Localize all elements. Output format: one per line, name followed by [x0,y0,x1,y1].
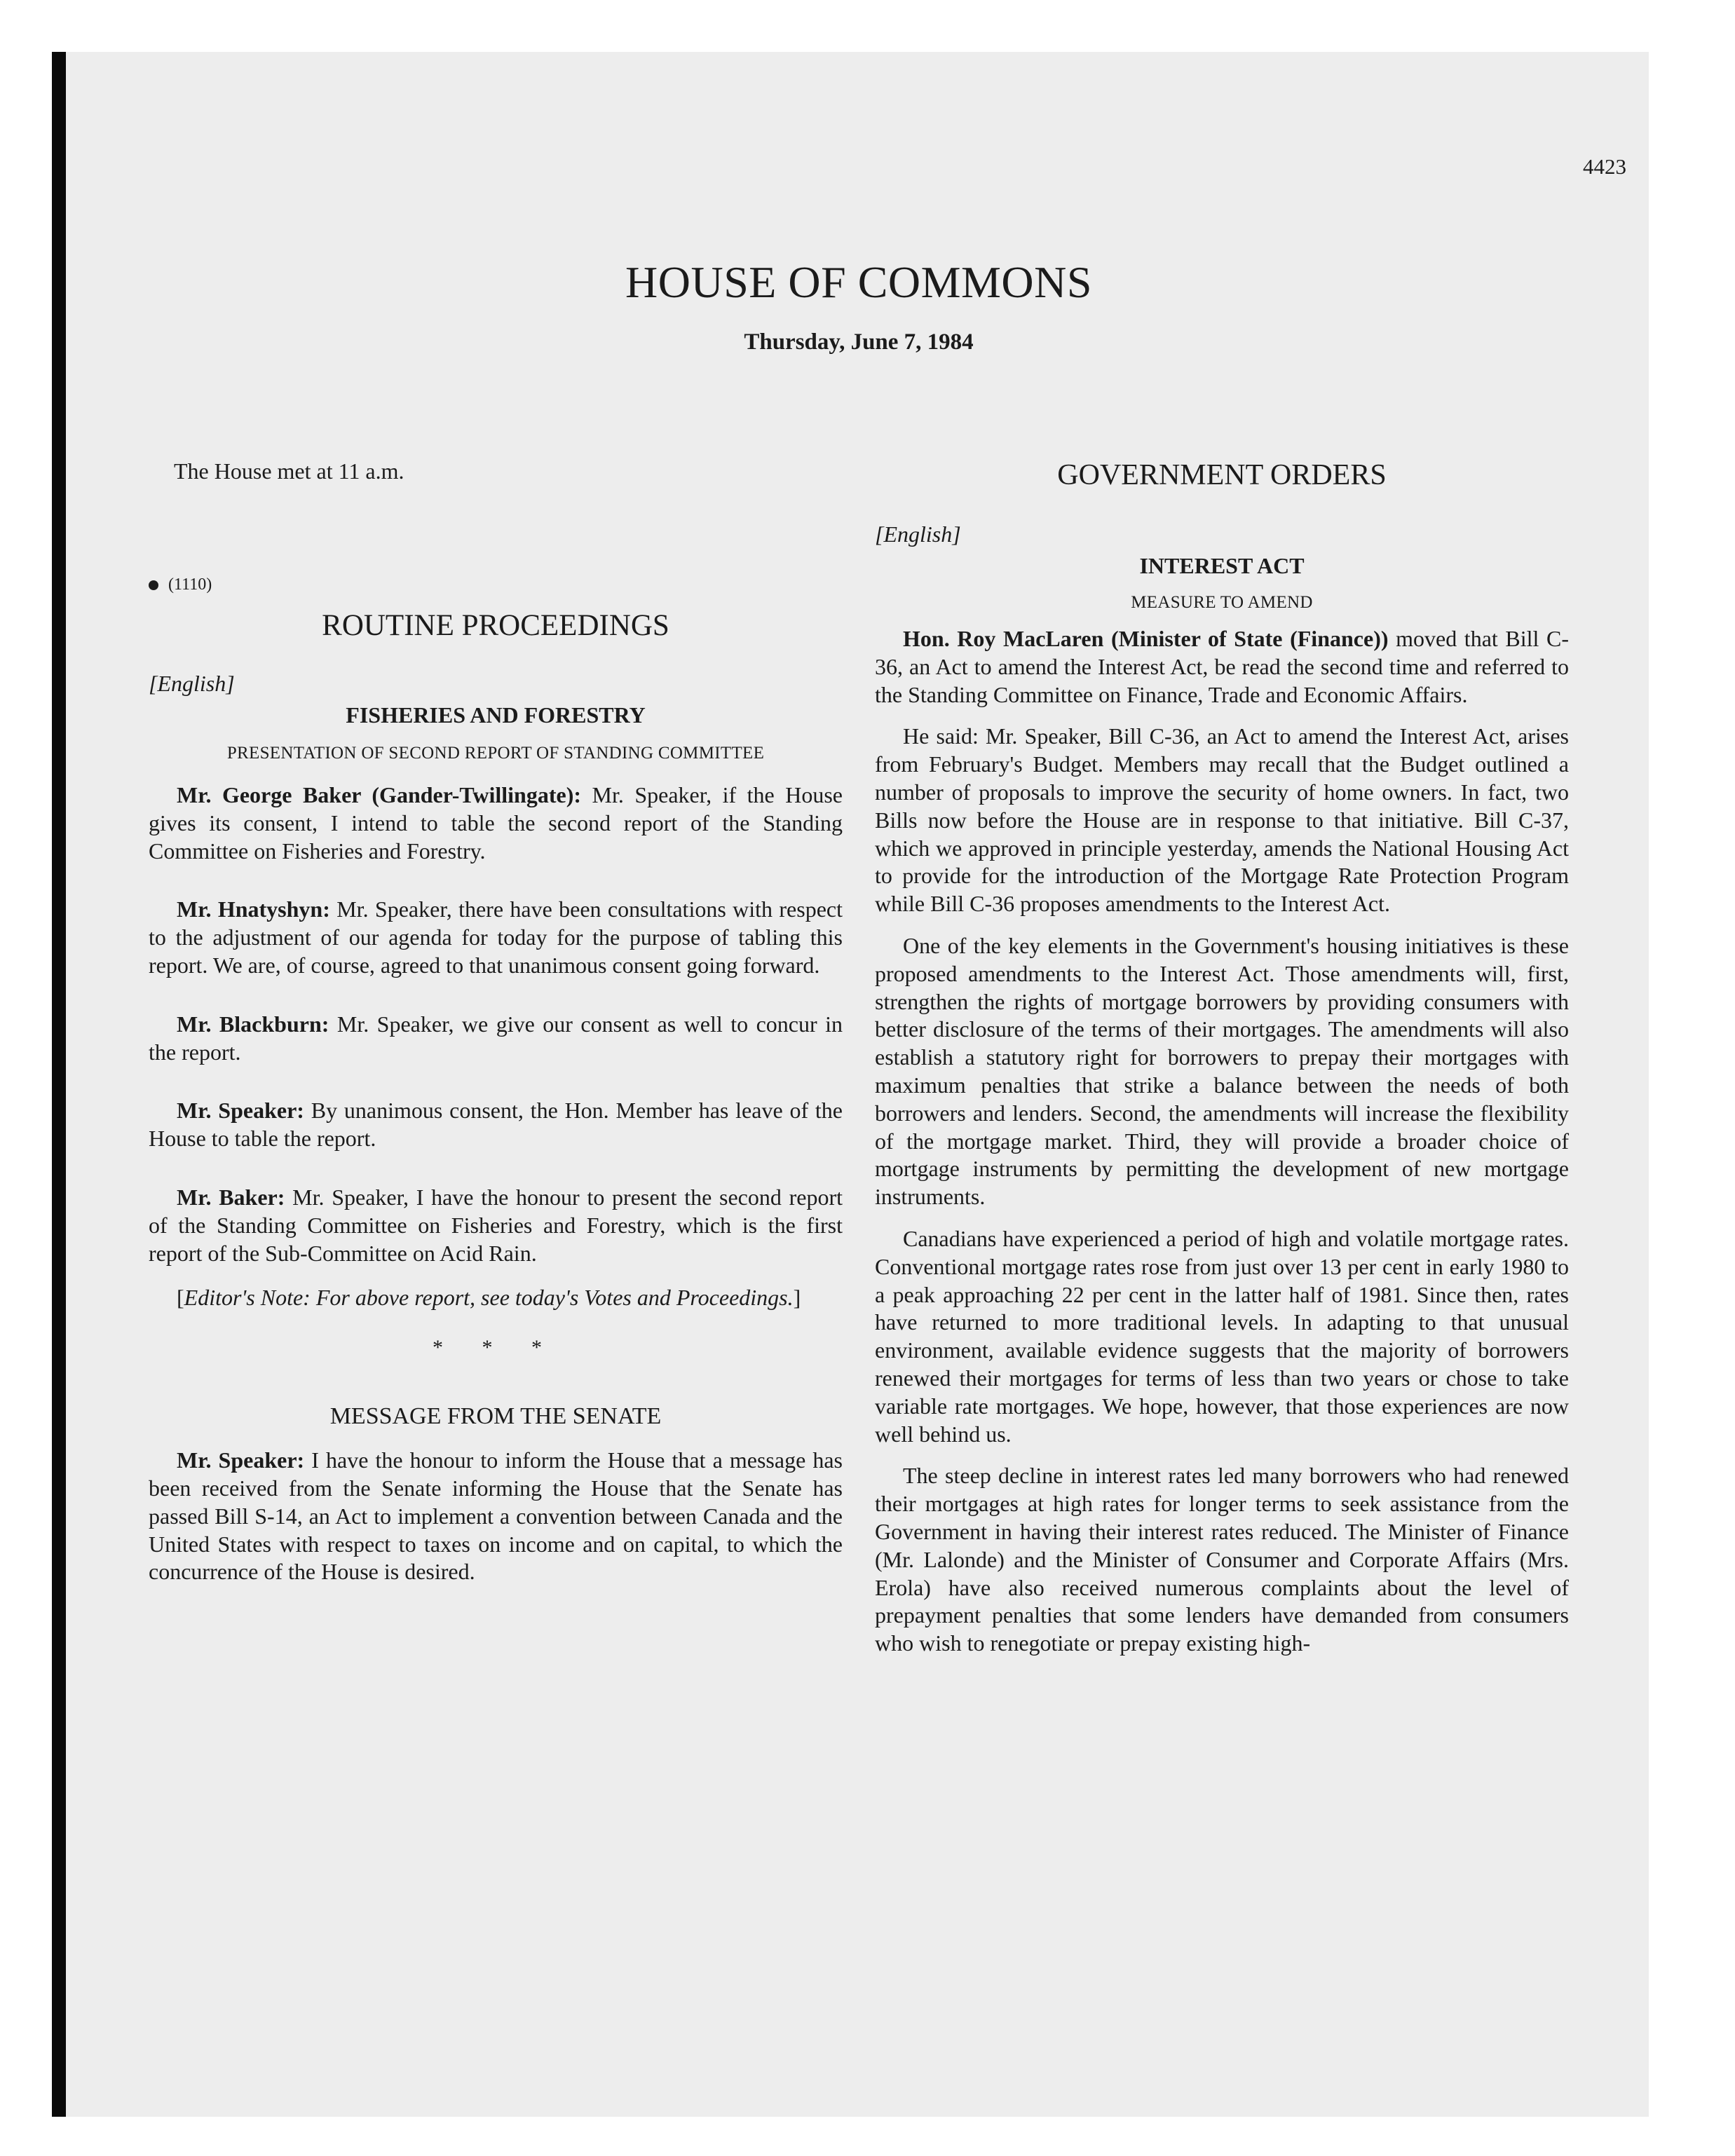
section-title-government: GOVERNMENT ORDERS [1057,459,1387,491]
speech-text: I have the honour to inform the House that a message has been received from the Senate informing the House that the Senate has passed Bill S-14, an Act to implement a convention between Canada and the United States with respect to taxes on income and on capital, to which the concurrence of the House is desired. [149,1447,843,1585]
speech-text: Mr. Speaker, we give our consent as well to concur in the report. [149,1011,843,1065]
subject-title: FISHERIES AND FORESTRY [346,702,646,728]
masthead-date: Thursday, June 7, 1984 [744,329,974,355]
subheading: PRESENTATION OF SECOND REPORT OF STANDING COMMITTEE [226,744,765,763]
speaker-name: Mr. Baker: [177,1184,285,1210]
time-marker-label: (1110) [168,575,212,594]
bullet-icon [149,580,158,590]
asterism-divider: * * * [433,1336,559,1360]
speech-text: Mr. Speaker, there have been consultations with respect to the adjustment of our agenda for today for the purpose of tabling this report. We are, of course, agreed to that unanimous consent going forward. [149,896,843,978]
language-tag: [English] [875,521,961,547]
speech-paragraph [149,896,843,979]
scan-edge [52,52,66,2117]
speech-paragraph: He said: Mr. Speaker, Bill C-36, an Act to amend the Interest Act, arises from February's Budget. Members may recall that the Budget outlined a number of proposals to improve the security of home owners. In fact, two Bills now before the House are in response to that initiative. Bill C-37, which we approved in principle yesterday, amends the National Housing Act to provide for the introduction of the Mortgage Rate Protection Program while Bill C-36 proposes amendments to the Interest Act. [875,723,1569,917]
speech-paragraph [149,1011,843,1067]
speech-text: Mr. Speaker, if the House gives its consent, I intend to table the second report of the Standing Committee on Fisheries and Forestry. [149,782,843,864]
speaker-name: Mr. Speaker: [177,1098,304,1124]
language-tag: [English] [149,671,235,696]
speech-paragraph [149,1447,843,1586]
right-column [875,458,1569,1658]
masthead-title: HOUSE OF COMMONS [625,257,1092,307]
editor-note [149,1284,843,1312]
speech-paragraph: Canadians have experienced a period of high and volatile mortgage rates. Conventional mortgage rates rose from just over 13 per cent in early 1980 to a peak approaching 22 per cent in the latter half of 1981. Since then, rates have returned to more traditional levels. In adapting to that unusual environment, available evidence suggests that the majority of borrowers renewed their mortgages for terms of less than two years or chose to take variable rate mortgages. We hope, however, that those experiences are now well behind us. [875,1225,1569,1447]
speech-text: moved that Bill C-36, an Act to amend the Interest Act, be read the second time and referred to the Standing Committee on Finance, Trade and Economic Affairs. [875,626,1570,707]
speaker-name: Mr. Hnatyshyn: [177,896,330,922]
subheading: MEASURE TO AMEND [1131,593,1313,612]
section-title-routine: ROUTINE PROCEEDINGS [322,609,669,642]
left-column [149,458,843,1586]
speech-text: Mr. Speaker, I have the honour to present the second report of the Standing Committee on Fisheries and Forestry, which is the first report of the Sub-Committee on Acid Rain. [149,1184,843,1266]
page-number: 4423 [1583,154,1626,179]
editor-note-bracket-open: [ [177,1285,184,1311]
speaker-name: Mr. Blackburn: [177,1011,329,1037]
editor-note-bracket-close: ] [793,1285,801,1311]
senate-section-title: MESSAGE FROM THE SENATE [329,1403,662,1430]
motion-paragraph [875,625,1569,709]
speech-paragraph: The steep decline in interest rates led many borrowers who had renewed their mortgages at high rates for longer terms to seek assistance from the Government in having their interest rates reduced. The Minister of Finance (Mr. Lalonde) and the Minister of Consumer and Corporate Affairs (Mrs. Erola) have also received numerous complaints about the level of prepayment penalties that some lenders have demanded from consumers who wish to renegotiate or prepay existing high- [875,1463,1569,1656]
sitting-opening: The House met at 11 a.m. [174,458,404,484]
speaker-name: Mr. George Baker (Gander-Twillingate): [177,782,582,807]
speech-paragraph [149,782,843,865]
speaker-name: Hon. Roy MacLaren (Minister of State (Finance)) [903,626,1389,651]
subject-title: INTEREST ACT [1139,553,1305,578]
speech-paragraph: One of the key elements in the Government's housing initiatives is these proposed amendments to the Interest Act. Those amendments will, first, strengthen the rights of mortgage borrowers by providing consumers with better disclosure of the terms of their mortgages. The amendments will also establish a statutory right for borrowers to prepay their mortgages with maximum penalties that strike a balance between the needs of both borrowers and lenders. Second, the amendments will increase the flexibility of the mortgage market. Third, they will provide a broader choice of mortgage instruments by permitting the development of new mortgage instruments. [875,932,1569,1210]
editor-note-text: Editor's Note: For above report, see today's Votes and Proceedings. [184,1285,794,1311]
time-marker [149,575,843,594]
speech-paragraph [149,1184,843,1267]
speaker-name: Mr. Speaker: [177,1447,305,1473]
speech-paragraph [149,1097,843,1153]
speech-text: By unanimous consent, the Hon. Member has leave of the House to table the report. [149,1098,843,1152]
